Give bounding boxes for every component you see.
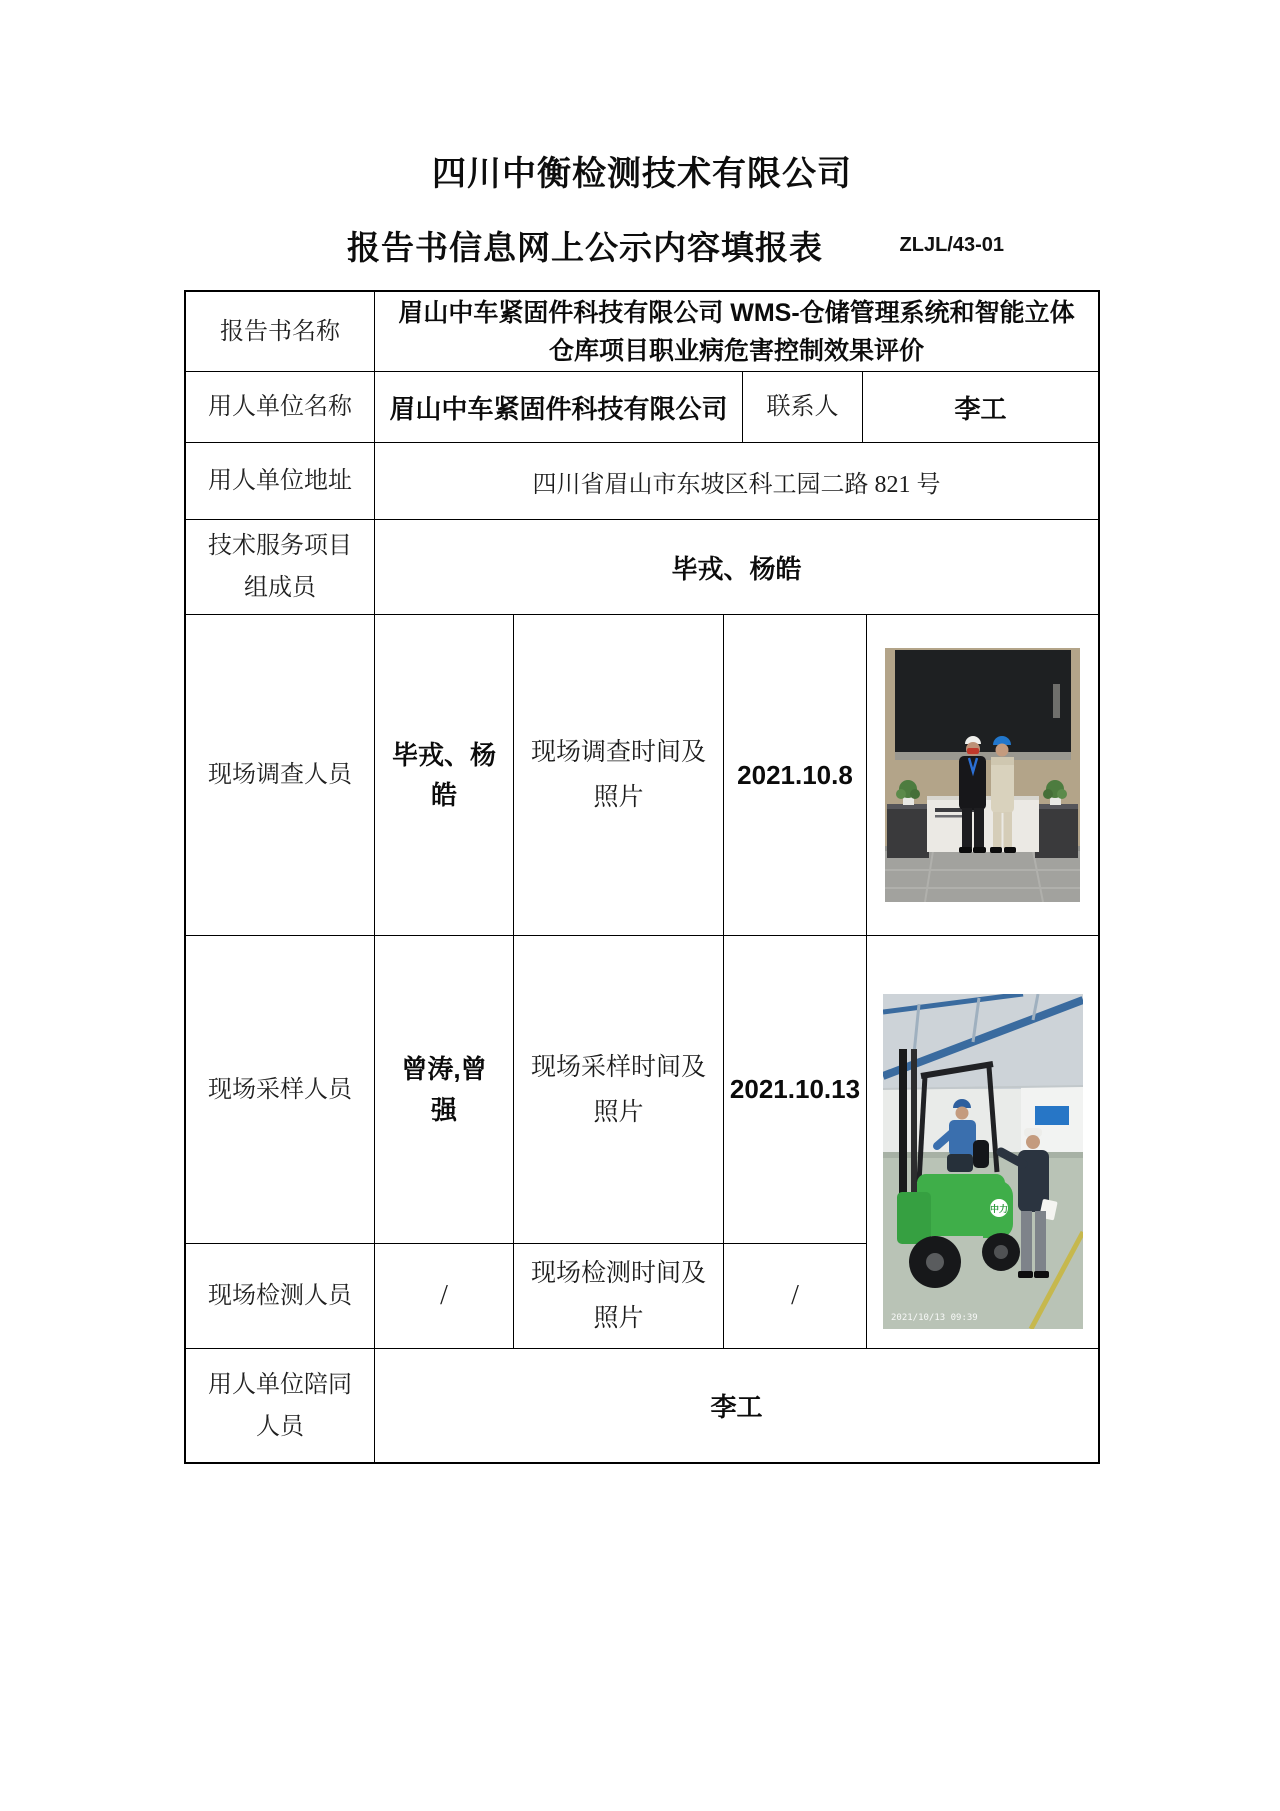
survey-label: 现场调查人员 [208,762,352,788]
contact-name: 李工 [862,372,1098,442]
survey-members: 毕戎、杨皓 [374,615,513,935]
row-site-survey [186,614,1098,935]
row-report-name [186,292,1098,371]
rows-sampling-detection [186,935,1098,1348]
survey-photo-cell [866,615,1098,935]
company-title: 四川中衡检测技术有限公司 [432,155,852,193]
survey-date: 2021.10.8 [723,615,866,935]
form-title-row [184,222,1100,268]
sampling-label: 现场采样人员 [208,1076,352,1103]
svg-text:中力: 中力 [989,1205,1008,1215]
project-team-label: 技术服务项目组成员 [208,533,352,601]
row-site-detection [186,1243,866,1348]
detection-members: / [374,1244,513,1348]
project-team-value: 毕戎、杨皓 [374,520,1098,614]
row-employer [186,371,1098,442]
sampling-photo [883,994,1083,1329]
detection-date: / [723,1244,866,1348]
detection-label: 现场检测人员 [208,1283,352,1309]
row-project-team [186,519,1098,614]
photo-timestamp-watermark: 2021/10/13 09:39 [890,1313,978,1323]
employer-value: 眉山中车紧固件科技有限公司 [374,372,742,442]
detection-time-photo-label: 现场检测时间及照片 [513,1244,723,1348]
sampling-detection-left [186,936,866,1348]
employer-label: 用人单位名称 [208,394,352,420]
survey-photo [885,648,1080,902]
report-name-value: 眉山中车紧固件科技有限公司 WMS-仓储管理系统和智能立体仓库项目职业病危害控制效果评价 [374,292,1098,371]
sampling-date: 2021.10.13 [723,936,866,1243]
address-label: 用人单位地址 [208,468,352,494]
sampling-members: 曾涛,曾强 [374,936,513,1243]
escort-value: 李工 [374,1349,1098,1462]
escort-label: 用人单位陪同人员 [208,1371,352,1440]
report-info-table [184,290,1100,1464]
contact-label: 联系人 [742,372,862,442]
row-site-sampling [186,936,866,1243]
sampling-time-photo-label: 现场采样时间及照片 [513,936,723,1243]
report-name-label: 报告书名称 [220,318,340,345]
survey-time-photo-label: 现场调查时间及照片 [513,615,723,935]
row-escort [186,1348,1098,1462]
row-address [186,442,1098,519]
sampling-photo-cell [866,936,1098,1348]
form-code: ZLJL/43-01 [899,234,1004,256]
form-title: 报告书信息网上公示内容填报表 [347,229,823,266]
address-value: 四川省眉山市东坡区科工园二路 821 号 [374,443,1098,519]
